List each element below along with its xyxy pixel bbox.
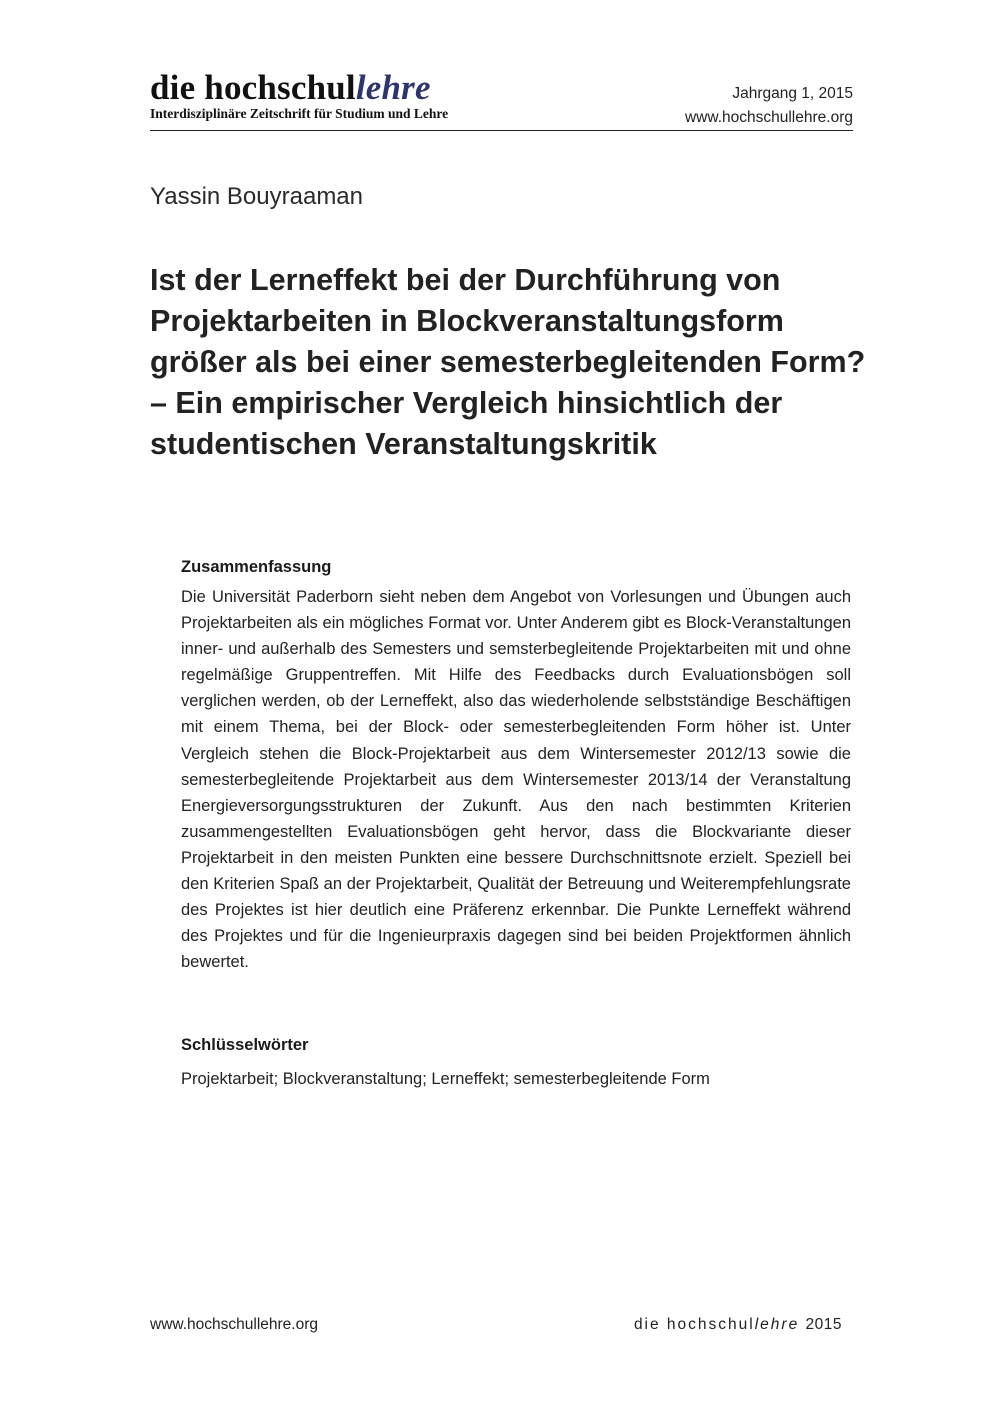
keywords-heading: Schlüsselwörter xyxy=(181,1036,309,1054)
footer-website: www.hochschullehre.org xyxy=(150,1316,319,1333)
header-divider xyxy=(150,130,853,131)
header-website: www.hochschullehre.org xyxy=(684,109,853,126)
footer-journal xyxy=(634,1314,842,1336)
header-meta xyxy=(685,82,853,130)
abstract-text: Die Universität Paderborn sieht neben dem Angebot von Vorlesungen und Übungen auch Projektarbeiten als ein mögliches Format vor. Unter Anderem gibt es Block-Veranstaltungen inner- und außerhalb des Semesters und semsterbegleitende Projektarbeiten mit und ohne regelmäßige Gruppentreffen. Mit Hilfe des Feedbacks durch Evaluationsbögen soll verglichen werden, ob der Lerneffekt, also das wiederholende selbstständige Beschäftigen mit einem Thema, bei der Block- oder semesterbegleitenden Form höher ist. Unter Vergleich stehen die Block-Projektarbeit aus dem Wintersemester 2012/13 sowie die semesterbegleitende Projektarbeit aus dem Wintersemester 2013/14 der Veranstaltung Energieversorgungsstrukturen der Zukunft. Aus den nach bestimmten Kriterien zusammengestellten Evaluationsbögen geht hervor, dass die Blockvariante dieser Projektarbeit in den meisten Punkten eine bessere Durchschnittsnote erzielt. Speziell bei den Kriterien Spaß an der Projektarbeit, Qualität der Betreuung und Weiterempfehlungsrate des Projektes ist hier deutlich eine Präferenz erkennbar. Die Punkte Lerneffekt während des Projektes und für die Ingenieurpraxis dagegen sind bei beiden Projektformen ähnlich bewertet. xyxy=(181,588,851,972)
keywords-text: Projektarbeit; Blockveranstaltung; Lerneffekt; semesterbegleitende Form xyxy=(181,1070,710,1088)
journal-title-part2: lehre xyxy=(355,68,431,107)
journal-masthead xyxy=(150,70,448,122)
keywords-section xyxy=(181,1032,851,1092)
footer-journal-part1: die hochschul xyxy=(633,1316,755,1333)
abstract-heading: Zusammenfassung xyxy=(181,558,332,576)
journal-title-part1: die hochschul xyxy=(150,68,356,107)
journal-subtitle: Interdisziplinäre Zeitschrift für Studium und Lehre xyxy=(150,106,449,121)
journal-title xyxy=(150,70,448,106)
volume-info: Jahrgang 1, 2015 xyxy=(732,85,853,102)
article-title: Ist der Lerneffekt bei der Durchführung von Projektarbeiten in Blockveranstaltungsform größer als bei einer semesterbegleitenden Form? – Ein empirischer Vergleich hinsichtlich der studentischen Veranstaltungskritik xyxy=(150,263,866,461)
article-author: Yassin Bouyraaman xyxy=(150,183,363,210)
abstract-section xyxy=(181,554,851,975)
footer-journal-part2: lehre xyxy=(754,1316,800,1333)
footer-year: 2015 xyxy=(805,1316,842,1333)
